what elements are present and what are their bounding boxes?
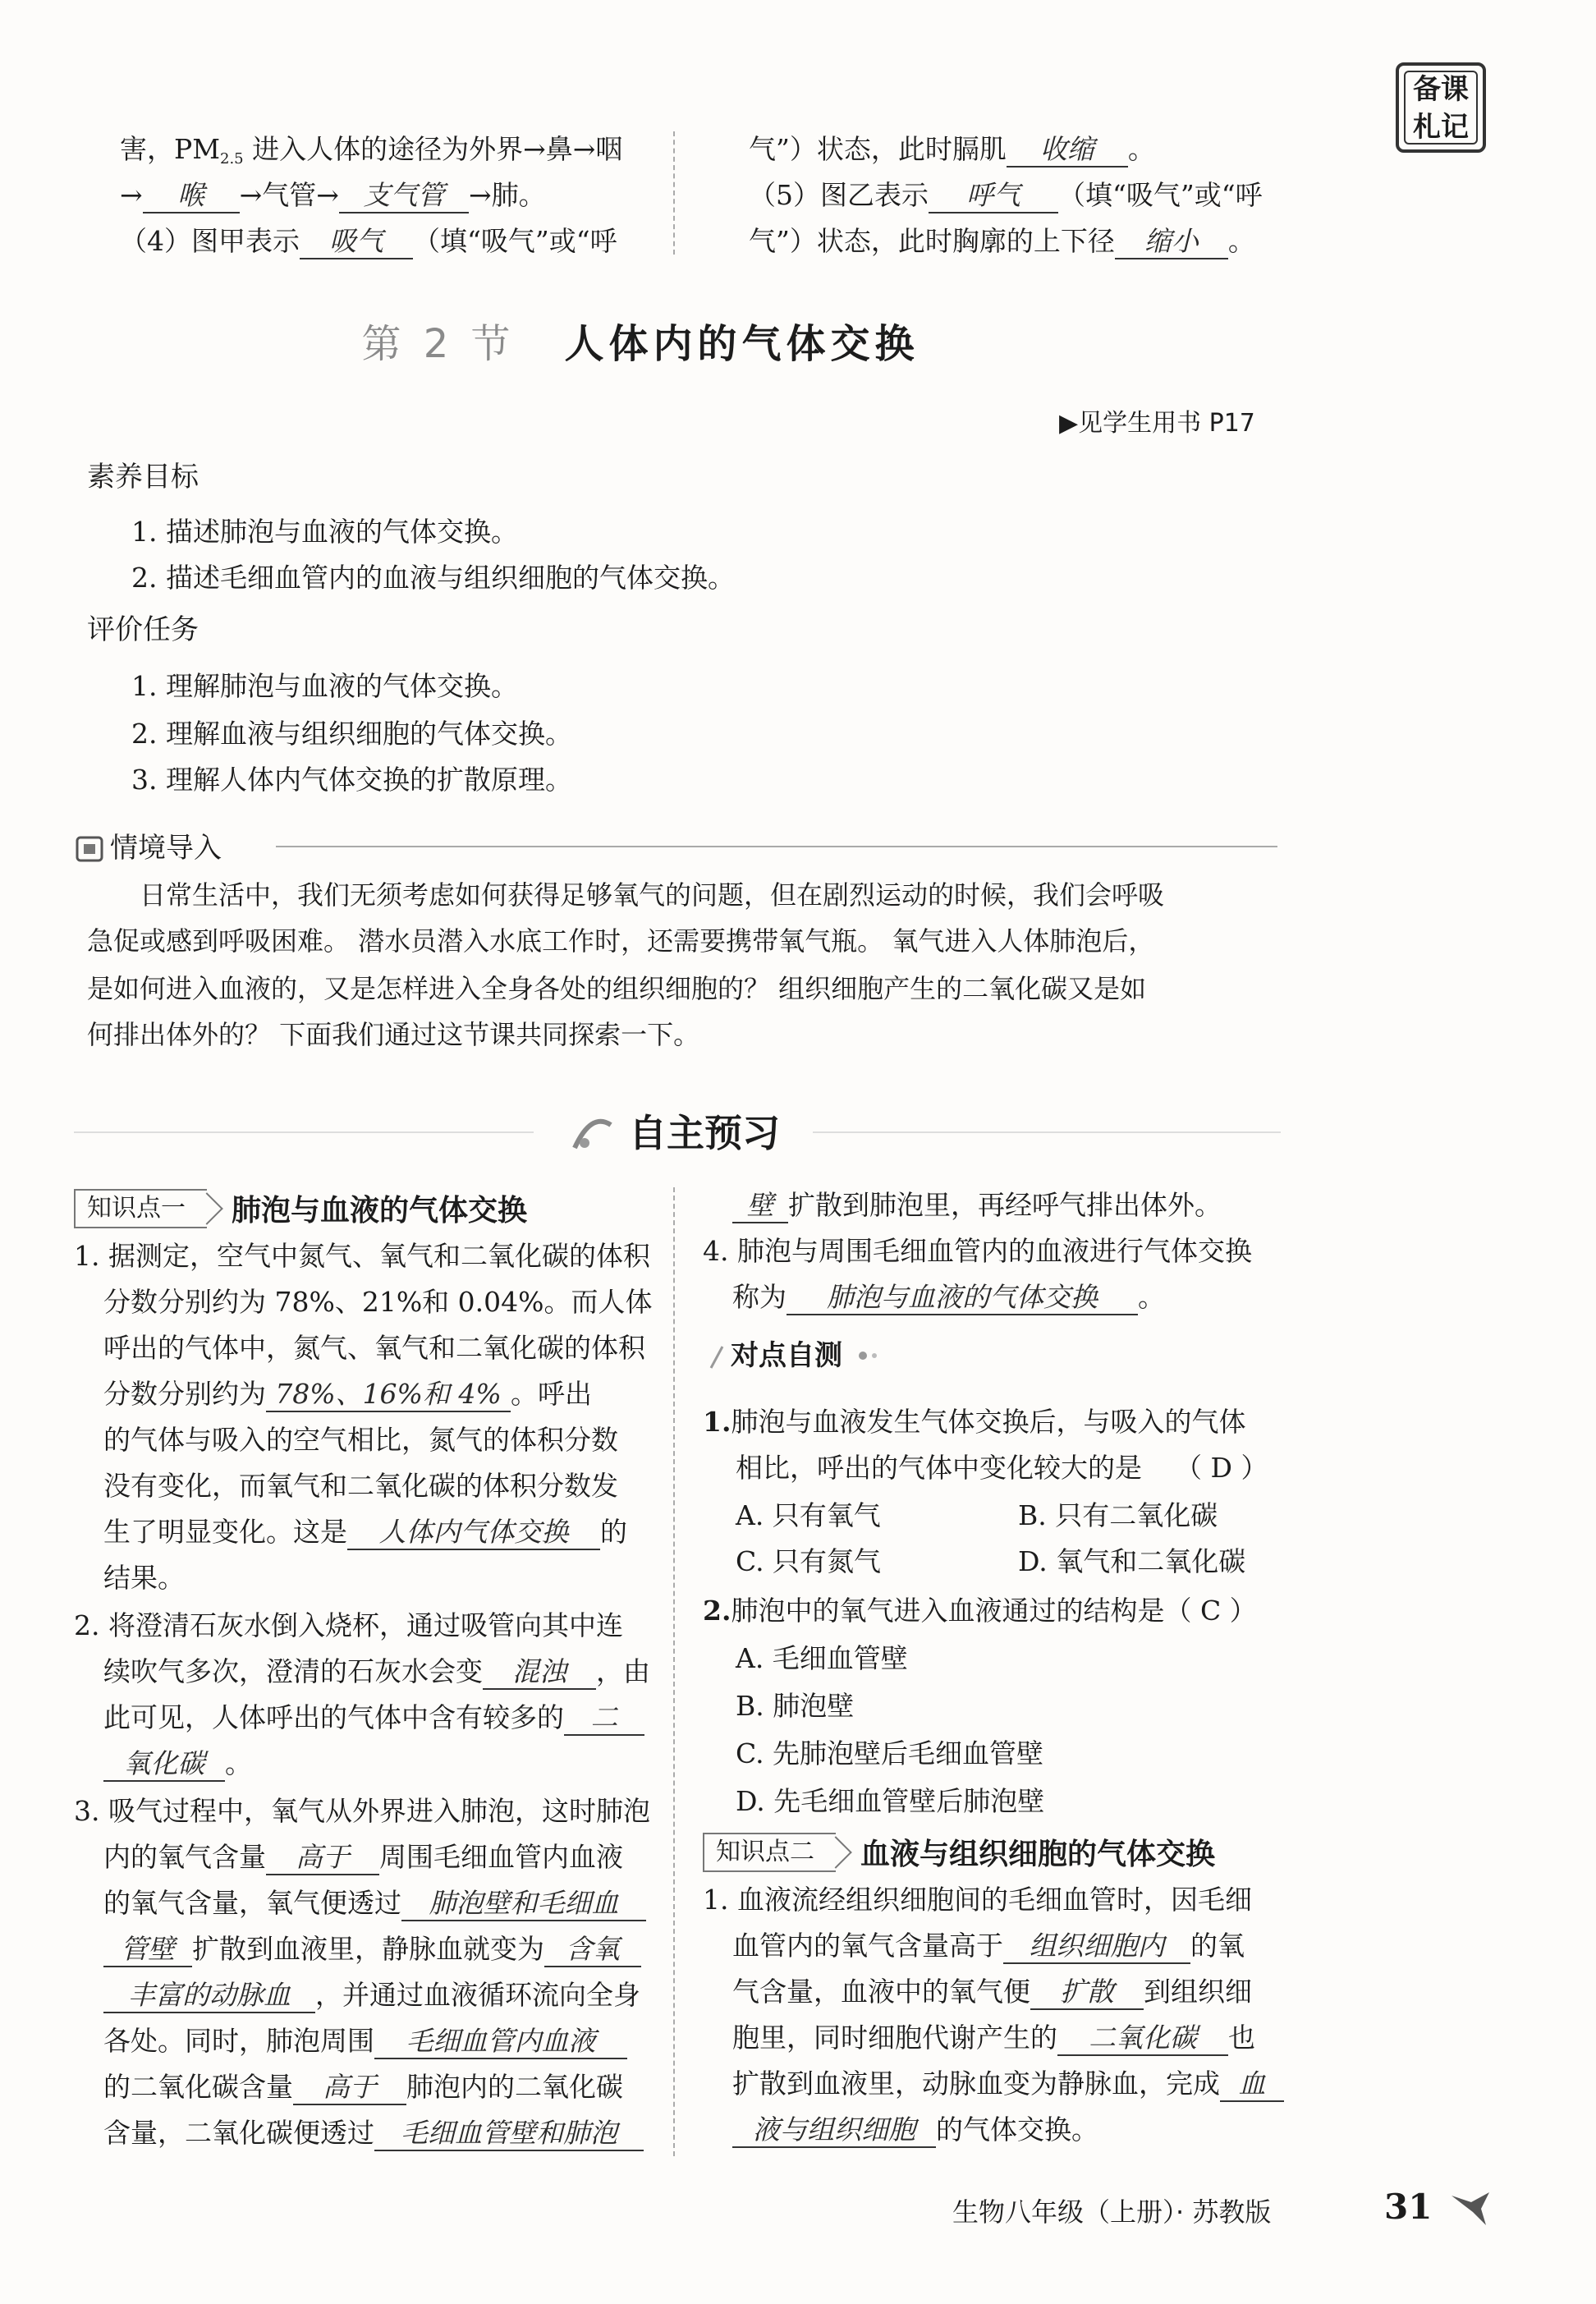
top-left-line-3: （4）图甲表示 吸气 （填“吸气”或“呼: [120, 218, 617, 264]
q2-line-1: 2. 将澄清石灰水倒入烧杯，通过吸管向其中连: [74, 1609, 623, 1641]
answer-blank: 丰富的动脉血: [103, 1979, 315, 2013]
intro-line-4: 何排出体外的？ 下面我们通过这节课共同探索一下。: [87, 1019, 700, 1050]
answer-blank: 高于: [266, 1841, 379, 1875]
answer-blank: 吸气: [300, 225, 413, 259]
goal-item-1: 1. 描述肺泡与血液的气体交换。: [131, 516, 518, 548]
q3-line-4: 管壁 扩散到血液里，静脉血就变为 含氧: [103, 1926, 641, 1972]
q1-line-1: 1. 据测定，空气中氮气、氧气和二氧化碳的体积: [74, 1240, 650, 1272]
top-left-line-2: → 喉 →气管→ 支气管 →肺。: [120, 172, 546, 218]
swirl-icon: [566, 1108, 616, 1158]
intro-heading: 情境导入: [110, 832, 222, 865]
t2-line-1: 2.肺泡中的氧气进入血液通过的结构是（ C ）: [703, 1595, 1257, 1627]
student-book-reference: ▶见学生用书 P17: [1059, 409, 1255, 438]
section-heading: [0, 312, 1281, 369]
q3-line-3: 的氧气含量，氧气便透过 肺泡壁和毛细血: [103, 1880, 646, 1926]
t1-option-d: D. 氧气和二氧化碳: [1018, 1545, 1246, 1577]
answer-blank: 高于: [293, 2071, 406, 2105]
kp2-tag: 知识点二: [703, 1833, 836, 1872]
corner-ornament-icon: [1448, 2187, 1497, 2228]
q2-line-4: 氧化碳 。: [103, 1741, 252, 1787]
banner-rule-right: [813, 1131, 1281, 1133]
answer-blank: 人体内气体交换: [347, 1516, 600, 1550]
intro-rule: [276, 846, 1277, 847]
answer-blank: 收缩: [1007, 133, 1128, 168]
intro-header: [74, 828, 1281, 870]
k2q1-line-6: 液与组织细胞 的气体交换。: [732, 2107, 1098, 2153]
stamp-line-1: 备课: [1413, 73, 1469, 106]
q1-line-5: 的气体与吸入的空气相比，氮气的体积分数: [103, 1424, 618, 1456]
answer-blank: 血: [1220, 2068, 1284, 2102]
top-right-line-1: 气”）状态，此时膈肌 收缩 。: [749, 126, 1155, 172]
slash-icon: [708, 1345, 726, 1370]
t1-line-1: 1.肺泡与血液发生气体交换后，与吸入的气体: [703, 1406, 1246, 1438]
answer-blank: 呼气: [929, 179, 1058, 213]
q3-line-6: 各处。同时，肺泡周围 毛细血管内血液: [103, 2018, 627, 2064]
t2-option-a: A. 毛细血管壁: [736, 1642, 908, 1674]
t2-option-c: C. 先肺泡壁后毛细血管壁: [736, 1737, 1044, 1769]
k2q1-line-5: 扩散到血液里，动脉血变为静脉血，完成 血: [732, 2061, 1284, 2107]
banner-rule-left: [74, 1131, 534, 1133]
answer-blank: 组织细胞内: [1003, 1930, 1190, 1964]
answer-blank: 氧化碳: [103, 1747, 225, 1782]
answer-blank: 78%、16%和 4%: [266, 1378, 511, 1412]
k2q1-line-1: 1. 血液流经组织细胞间的毛细血管时，因毛细: [703, 1884, 1252, 1916]
answer-blank: 混浊: [483, 1655, 596, 1690]
t1-option-b: B. 只有二氧化碳: [1018, 1499, 1218, 1531]
k2q1-line-2: 血管内的氧气含量高于 组织细胞内 的氧: [732, 1923, 1245, 1969]
answer-blank: 支气管: [339, 179, 469, 213]
selftest-heading: 对点自测: [731, 1339, 842, 1372]
intro-icon: [74, 833, 107, 865]
q1-line-3: 呼出的气体中，氮气、氧气和二氧化碳的体积: [103, 1332, 645, 1364]
intro-line-3: 是如何进入血液的，又是怎样进入全身各处的组织细胞的？ 组织细胞产生的二氧化碳又是如: [87, 973, 1147, 1004]
q1-line-2: 分数分别约为 78%、21%和 0.04%。而人体: [103, 1286, 653, 1318]
knowledge-point-2: [703, 1831, 1215, 1873]
notes-stamp: [1396, 62, 1486, 153]
answer-blank: 毛细血管内血液: [374, 2025, 627, 2059]
q3-line-1: 3. 吸气过程中，氧气从外界进入肺泡，这时肺泡: [74, 1795, 650, 1827]
answer-blank: 肺泡与血液的气体交换: [787, 1281, 1138, 1315]
answer-blank: 扩散: [1030, 1976, 1144, 2010]
t1-option-c: C. 只有氮气: [736, 1545, 882, 1577]
goal-item-2: 2. 描述毛细血管内的血液与组织细胞的气体交换。: [131, 562, 735, 594]
top-right-line-2: （5）图乙表示 呼气 （填“吸气”或“呼: [749, 172, 1263, 218]
q1-line-7: 生了明显变化。这是 人体内气体交换 的: [103, 1509, 627, 1555]
q3-line-2: 内的氧气含量 高于 周围毛细血管内血液: [103, 1834, 623, 1880]
t1-option-a: A. 只有氧气: [736, 1499, 881, 1531]
answer-blank: 含氧: [544, 1933, 641, 1967]
kp1-tag: 知识点一: [74, 1189, 207, 1228]
tasks-heading: 评价任务: [87, 613, 199, 646]
t2-answer: （ C ）: [1164, 1595, 1257, 1627]
answer-blank: 喉: [143, 179, 240, 213]
q1-line-8: 结果。: [103, 1562, 185, 1594]
intro-line-1: 日常生活中，我们无须考虑如何获得足够氧气的问题，但在剧烈运动的时候，我们会呼吸: [140, 879, 1165, 911]
task-item-3: 3. 理解人体内气体交换的扩散原理。: [131, 764, 572, 796]
footer-book-title: 生物八年级（上册）· 苏教版: [952, 2196, 1272, 2228]
top-right-line-3: 气”）状态，此时胸廓的上下径 缩小 。: [749, 218, 1255, 264]
q1-line-4: 分数分别约为 78%、16%和 4% 。呼出: [103, 1371, 592, 1417]
top-left-line-1: 害，$PM_{2.5}$ 进入人体的途径为外界→鼻→咽: [120, 133, 623, 168]
page-number: 31: [1384, 2187, 1433, 2227]
section-title: 人体内的气体交换: [564, 321, 920, 367]
t2-option-b: B. 肺泡壁: [736, 1690, 855, 1722]
q2-line-2: 续吹气多次，澄清的石灰水会变 混浊 ，由: [103, 1649, 650, 1695]
answer-blank: 缩小: [1115, 225, 1228, 259]
q4-line-2: 称为 肺泡与血液的气体交换 。: [732, 1274, 1165, 1320]
task-item-2: 2. 理解血液与组织细胞的气体交换。: [131, 718, 572, 750]
answer-blank: 二: [564, 1701, 644, 1736]
k2q1-line-4: 胞里，同时细胞代谢产生的 二氧化碳 也: [732, 2015, 1255, 2061]
answer-blank: 毛细血管壁和肺泡: [374, 2117, 644, 2151]
t1-answer: （ D ）: [1175, 1452, 1268, 1484]
q4-line-1: 4. 肺泡与周围毛细血管内的血液进行气体交换: [703, 1235, 1252, 1267]
answer-blank: 壁: [732, 1189, 788, 1223]
preview-banner: [74, 1108, 1281, 1158]
q2-line-3: 此可见，人体呼出的气体中含有较多的 二: [103, 1695, 644, 1741]
main-column-divider: [673, 1187, 675, 2156]
dot-icon: [859, 1352, 867, 1360]
section-number: 第 2 节: [361, 321, 516, 367]
goals-heading: 素养目标: [87, 461, 199, 493]
q3-line-8: 含量，二氧化碳便透过 毛细血管壁和肺泡: [103, 2110, 644, 2156]
dot-icon: [872, 1353, 877, 1358]
stamp-line-2: 札记: [1413, 111, 1469, 144]
preview-heading: 自主预习: [629, 1111, 780, 1155]
answer-blank: 管壁: [103, 1933, 192, 1967]
k2q1-line-3: 气含量，血液中的氧气便 扩散 到组织细: [732, 1969, 1252, 2015]
kp2-title: 血液与组织细胞的气体交换: [860, 1838, 1216, 1871]
task-item-1: 1. 理解肺泡与血液的气体交换。: [131, 670, 518, 702]
t2-option-d: D. 先毛细血管壁后肺泡壁: [736, 1785, 1045, 1817]
t1-line-2: 相比，呼出的气体中变化较大的是 （ D ）: [736, 1452, 1268, 1484]
answer-blank: 液与组织细胞: [732, 2114, 936, 2148]
intro-line-2: 急促或感到呼吸困难。 潜水员潜入水底工作时，还需要携带氧气瓶。 氧气进入人体肺泡后，: [87, 925, 1155, 957]
answer-blank: 肺泡壁和毛细血: [401, 1887, 646, 1921]
knowledge-point-1: [74, 1187, 527, 1229]
q1-line-6: 没有变化，而氧气和二氧化碳的体积分数发: [103, 1470, 618, 1502]
q3-line-5: 丰富的动脉血 ，并通过血液循环流向全身: [103, 1972, 640, 2018]
q3-continuation: 壁 扩散到肺泡里，再经呼气排出体外。: [732, 1182, 1222, 1228]
top-column-divider: [673, 131, 675, 255]
selftest-header: [708, 1335, 1036, 1379]
kp1-title: 肺泡与血液的气体交换: [232, 1194, 528, 1228]
answer-blank: 二氧化碳: [1057, 2022, 1228, 2056]
q3-line-7: 的二氧化碳含量 高于 肺泡内的二氧化碳: [103, 2064, 623, 2110]
